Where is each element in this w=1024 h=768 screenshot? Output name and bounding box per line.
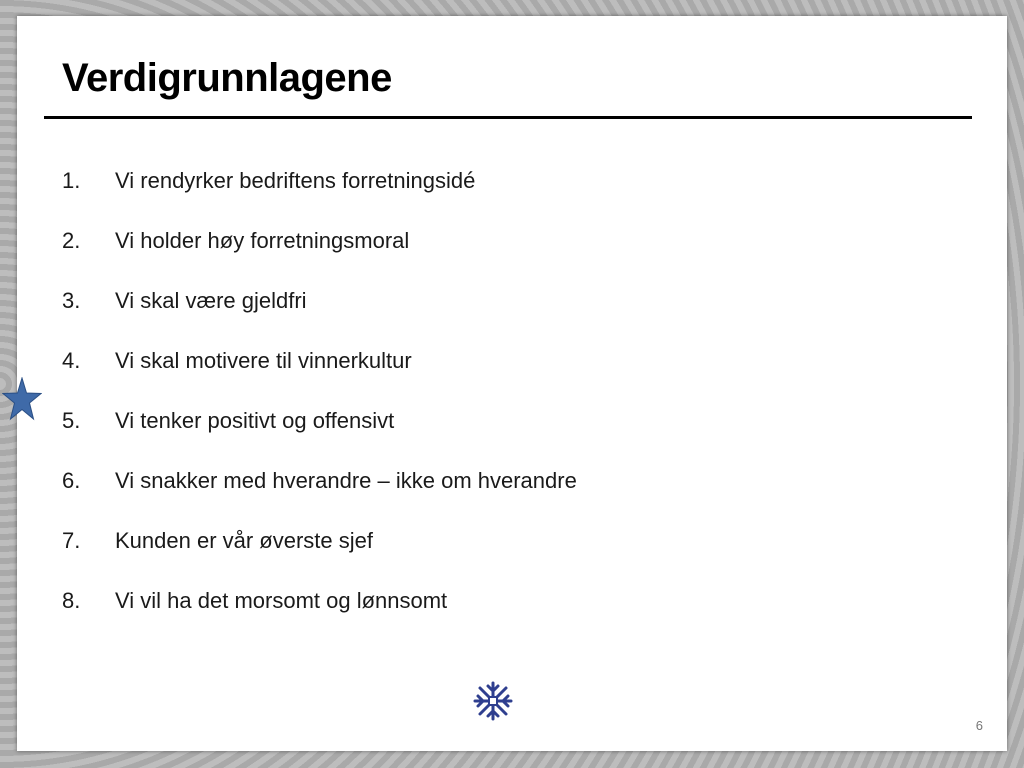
snowflake-logo-icon (472, 680, 514, 722)
list-item-number: 6. (62, 468, 81, 493)
list-item-number: 5. (62, 408, 81, 433)
list-item-text: Vi holder høy forretningsmoral (115, 228, 410, 253)
list-item-text: Vi vil ha det morsomt og lønnsomt (115, 588, 448, 613)
title-divider (44, 116, 972, 119)
slide (17, 16, 1007, 751)
list-item-number: 3. (62, 288, 81, 313)
star-icon (2, 377, 42, 421)
list-item-number: 1. (62, 168, 81, 193)
list-item-number: 4. (62, 348, 81, 373)
list-item-number: 7. (62, 528, 81, 553)
list-item-text: Vi tenker positivt og offensivt (115, 408, 395, 433)
page-number: 6 (975, 718, 983, 733)
list-item-number: 2. (62, 228, 81, 253)
list-item-text: Vi snakker med hverandre – ikke om hverandre (115, 468, 577, 493)
slide-title: Verdigrunnlagene (62, 56, 392, 100)
list-item-number: 8. (62, 588, 81, 613)
list-item-text: Kunden er vår øverste sjef (115, 528, 374, 553)
list-item-text: Vi skal motivere til vinnerkultur (115, 348, 412, 373)
list-item-text: Vi rendyrker bedriftens forretningsidé (115, 168, 476, 193)
list-item-text: Vi skal være gjeldfri (115, 288, 307, 313)
